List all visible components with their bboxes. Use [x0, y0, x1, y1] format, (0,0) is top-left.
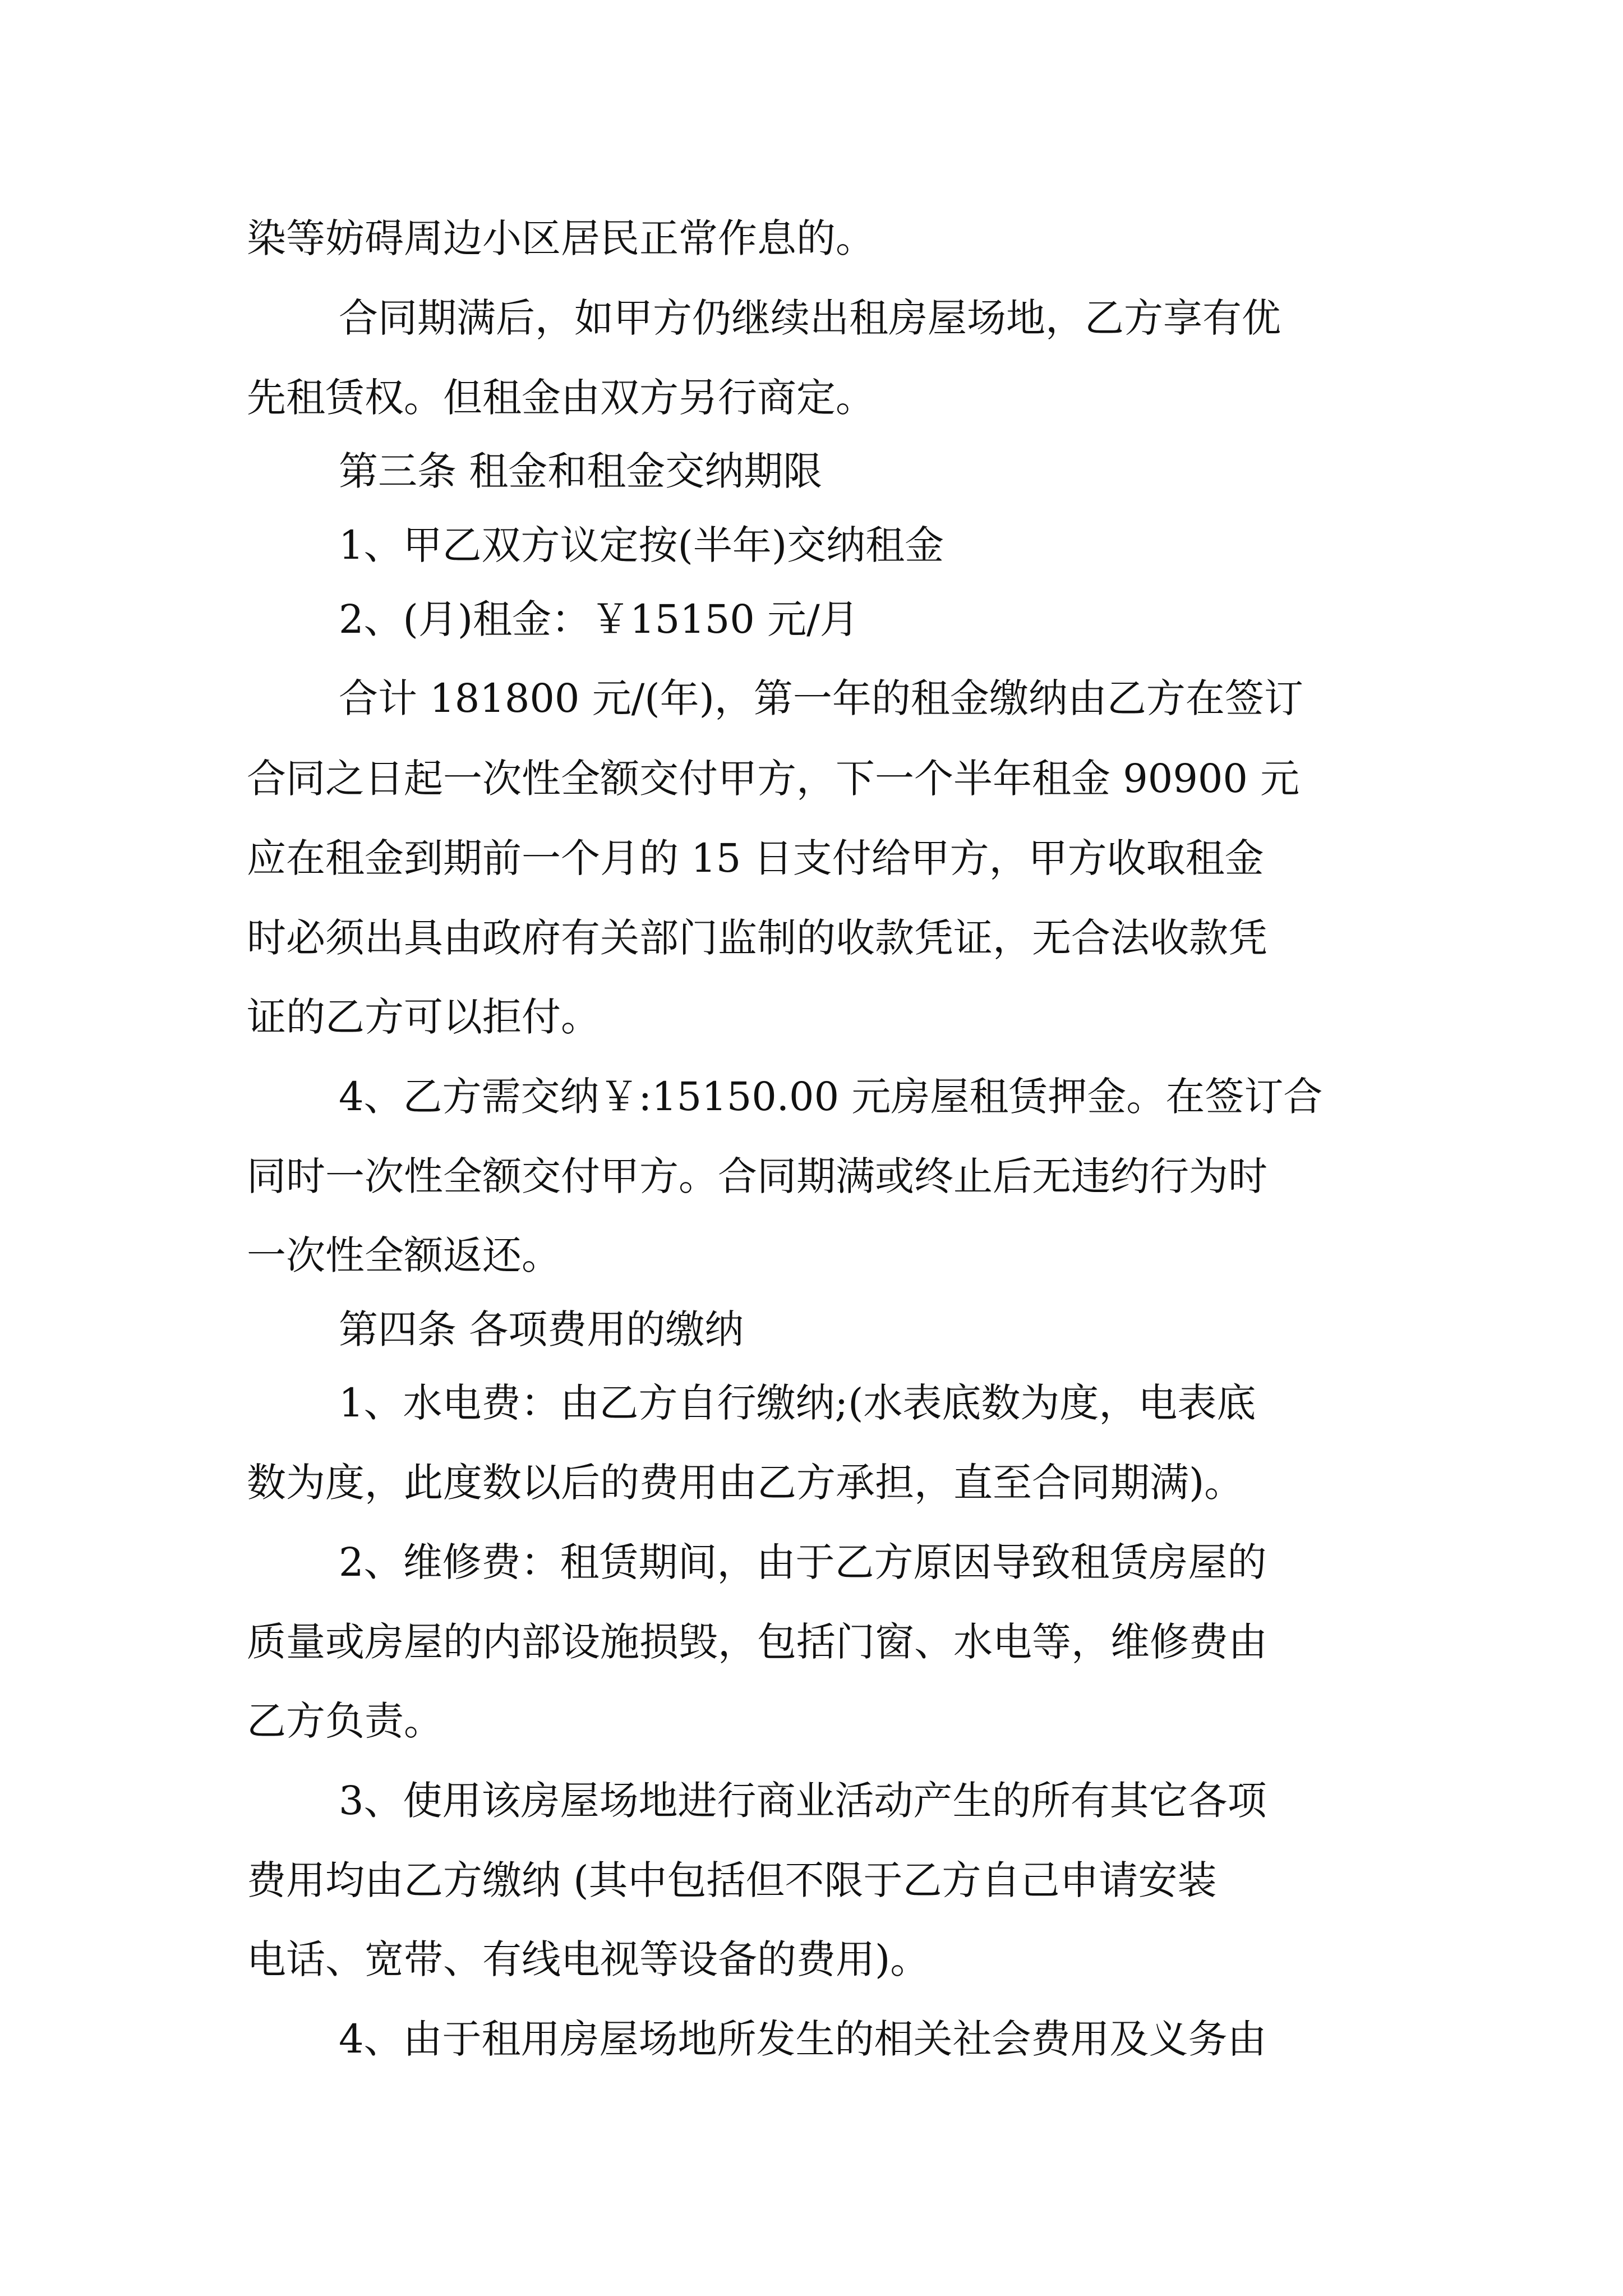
text-line: 电话、宽带、有线电视等设备的费用)。 — [247, 1937, 930, 1982]
section-heading: 第三条 租金和租金交纳期限 — [339, 449, 823, 494]
text-line: 数为度，此度数以后的费用由乙方承担，直至合同期满)。 — [247, 1460, 1244, 1505]
text-line: 合同期满后，如甲方仍继续出租房屋场地，乙方享有优 — [339, 296, 1281, 341]
text-line: 2、维修费：租赁期间，由于乙方原因导致租赁房屋的 — [339, 1540, 1267, 1585]
text-line: 证的乙方可以拒付。 — [247, 995, 600, 1039]
text-line: 4、乙方需交纳￥:15150.00 元房屋租赁押金。在签订合 — [339, 1074, 1323, 1119]
text-line: 同时一次性全额交付甲方。合同期满或终止后无违约行为时 — [247, 1154, 1267, 1199]
text-line: 应在租金到期前一个月的 15 日支付给甲方，甲方收取租金 — [247, 836, 1264, 881]
text-line: 质量或房屋的内部设施损毁，包括门窗、水电等，维修费由 — [247, 1619, 1267, 1664]
text-line: 4、由于租用房屋场地所发生的相关社会费用及义务由 — [339, 2017, 1267, 2062]
text-line: 乙方负责。 — [247, 1699, 443, 1743]
text-line: 一次性全额返还。 — [247, 1233, 561, 1278]
text-line: 3、使用该房屋场地进行商业活动产生的所有其它各项 — [339, 1778, 1267, 1823]
text-line: 1、水电费：由乙方自行缴纳;(水表底数为度，电表底 — [339, 1381, 1256, 1425]
text-line: 2、(月)租金：￥15150 元/月 — [339, 597, 859, 642]
text-line: 时必须出具由政府有关部门监制的收款凭证，无合法收款凭 — [247, 915, 1267, 960]
text-line: 先租赁权。但租金由双方另行商定。 — [247, 375, 875, 420]
text-line: 合计 181800 元/(年)，第一年的租金缴纳由乙方在签订 — [339, 676, 1303, 721]
text-line: 费用均由乙方缴纳 (其中包括但不限于乙方自己申请安装 — [247, 1858, 1217, 1903]
text-line: 1、甲乙双方议定按(半年)交纳租金 — [339, 523, 944, 568]
text-line: 染等妨碍周边小区居民正常作息的。 — [247, 216, 875, 261]
section-heading: 第四条 各项费用的缴纳 — [339, 1307, 744, 1352]
text-line: 合同之日起一次性全额交付甲方，下一个半年租金 90900 元 — [247, 756, 1300, 801]
